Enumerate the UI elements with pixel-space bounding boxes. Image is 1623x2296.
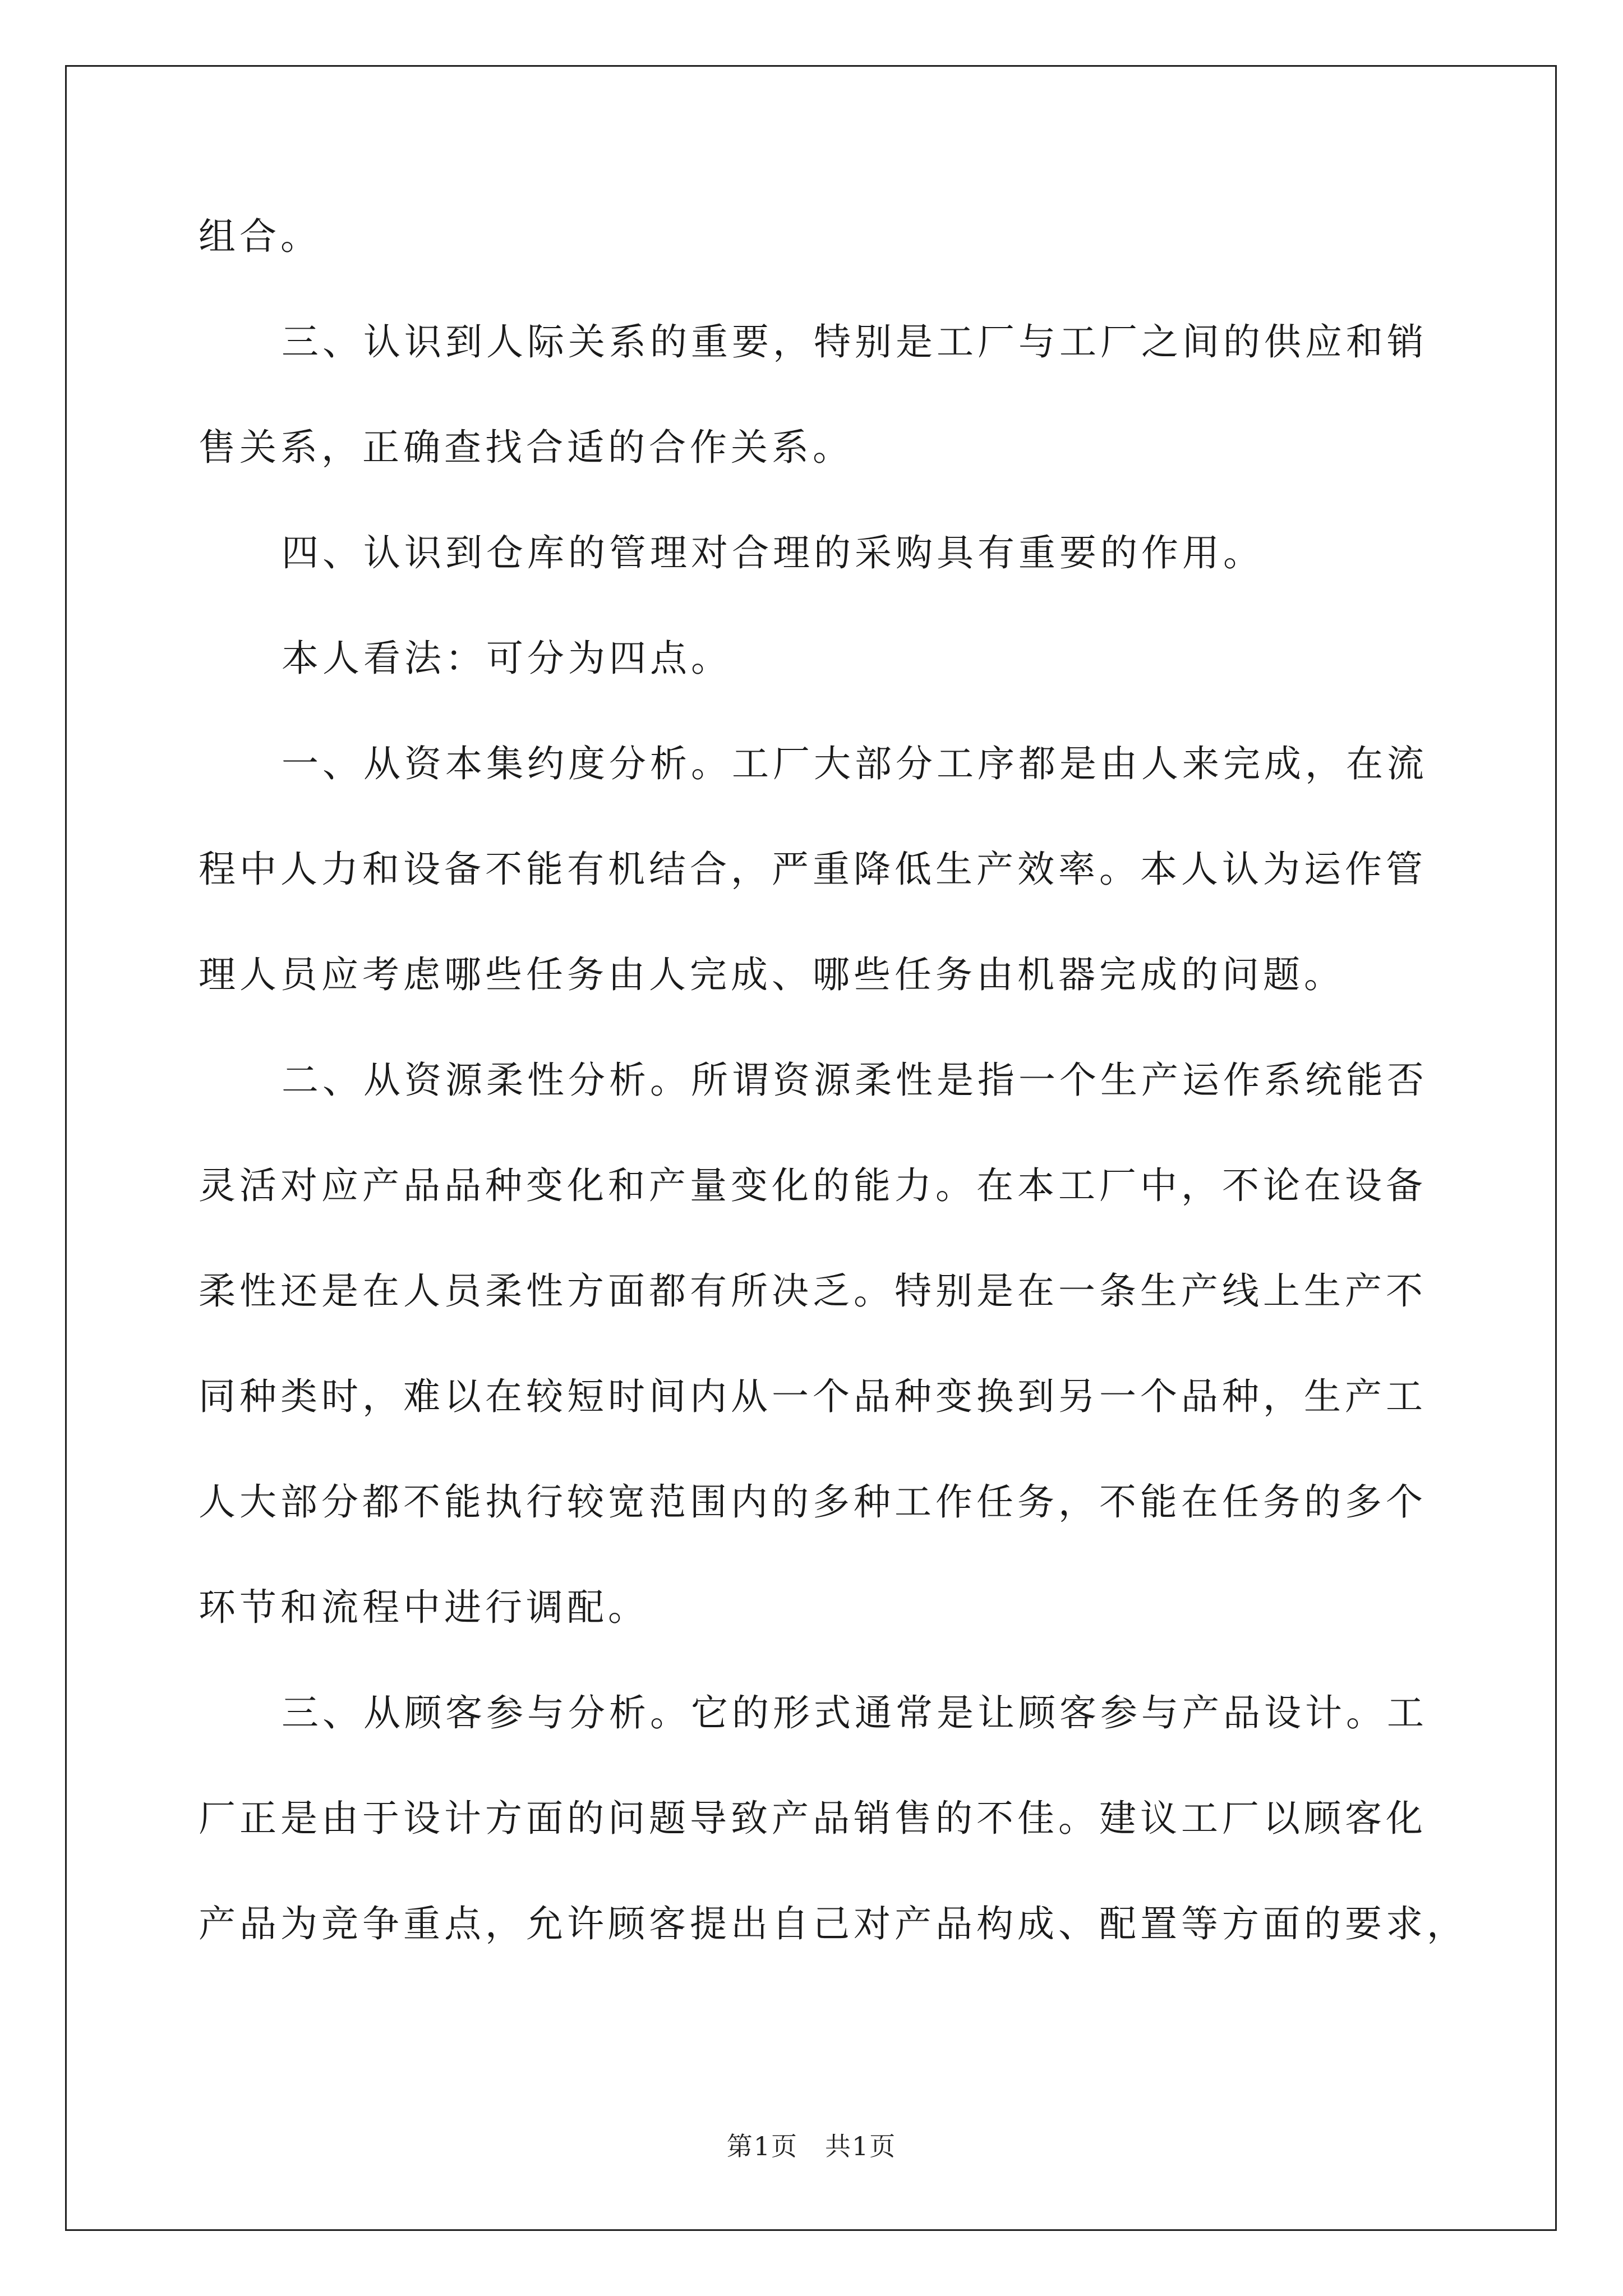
text-line: 柔性还是在人员柔性方面都有所决乏。特别是在一条生产线上生产不 xyxy=(199,1269,1427,1313)
text-line: 理人员应考虑哪些任务由人完成、哪些任务由机器完成的问题。 xyxy=(199,953,1345,996)
text-line: 四、认识到仓库的管理对合理的采购具有重要的作用。 xyxy=(282,531,1264,574)
page-number-footer: 第1页 共1页 xyxy=(726,2131,897,2161)
text-line: 三、认识到人际关系的重要，特别是工厂与工厂之间的供应和销 xyxy=(282,320,1428,364)
text-line: 二、从资源柔性分析。所谓资源柔性是指一个生产运作系统能否 xyxy=(282,1059,1428,1102)
text-line: 灵活对应产品品种变化和产量变化的能力。在本工厂中，不论在设备 xyxy=(199,1164,1427,1207)
text-line: 产品为竞争重点，允许顾客提出自己对产品构成、配置等方面的要求， xyxy=(199,1902,1468,1945)
text-line: 程中人力和设备不能有机结合，严重降低生产效率。本人认为运作管 xyxy=(199,848,1427,891)
text-line: 本人看法：可分为四点。 xyxy=(282,637,732,680)
text-line: 人大部分都不能执行较宽范围内的多种工作任务，不能在任务的多个 xyxy=(199,1480,1427,1524)
text-line: 一、从资本集约度分析。工厂大部分工序都是由人来完成，在流 xyxy=(282,742,1428,785)
document-body xyxy=(199,210,1468,2003)
text-line: 同种类时，难以在较短时间内从一个品种变换到另一个品种，生产工 xyxy=(199,1375,1427,1418)
text-line: 组合。 xyxy=(199,215,321,258)
text-line: 三、从顾客参与分析。它的形式通常是让顾客参与产品设计。工 xyxy=(282,1691,1428,1734)
text-line: 厂正是由于设计方面的问题导致产品销售的不佳。建议工厂以顾客化 xyxy=(199,1797,1427,1840)
text-line: 环节和流程中进行调配。 xyxy=(199,1586,649,1629)
text-line: 售关系，正确查找合适的合作关系。 xyxy=(199,426,854,469)
